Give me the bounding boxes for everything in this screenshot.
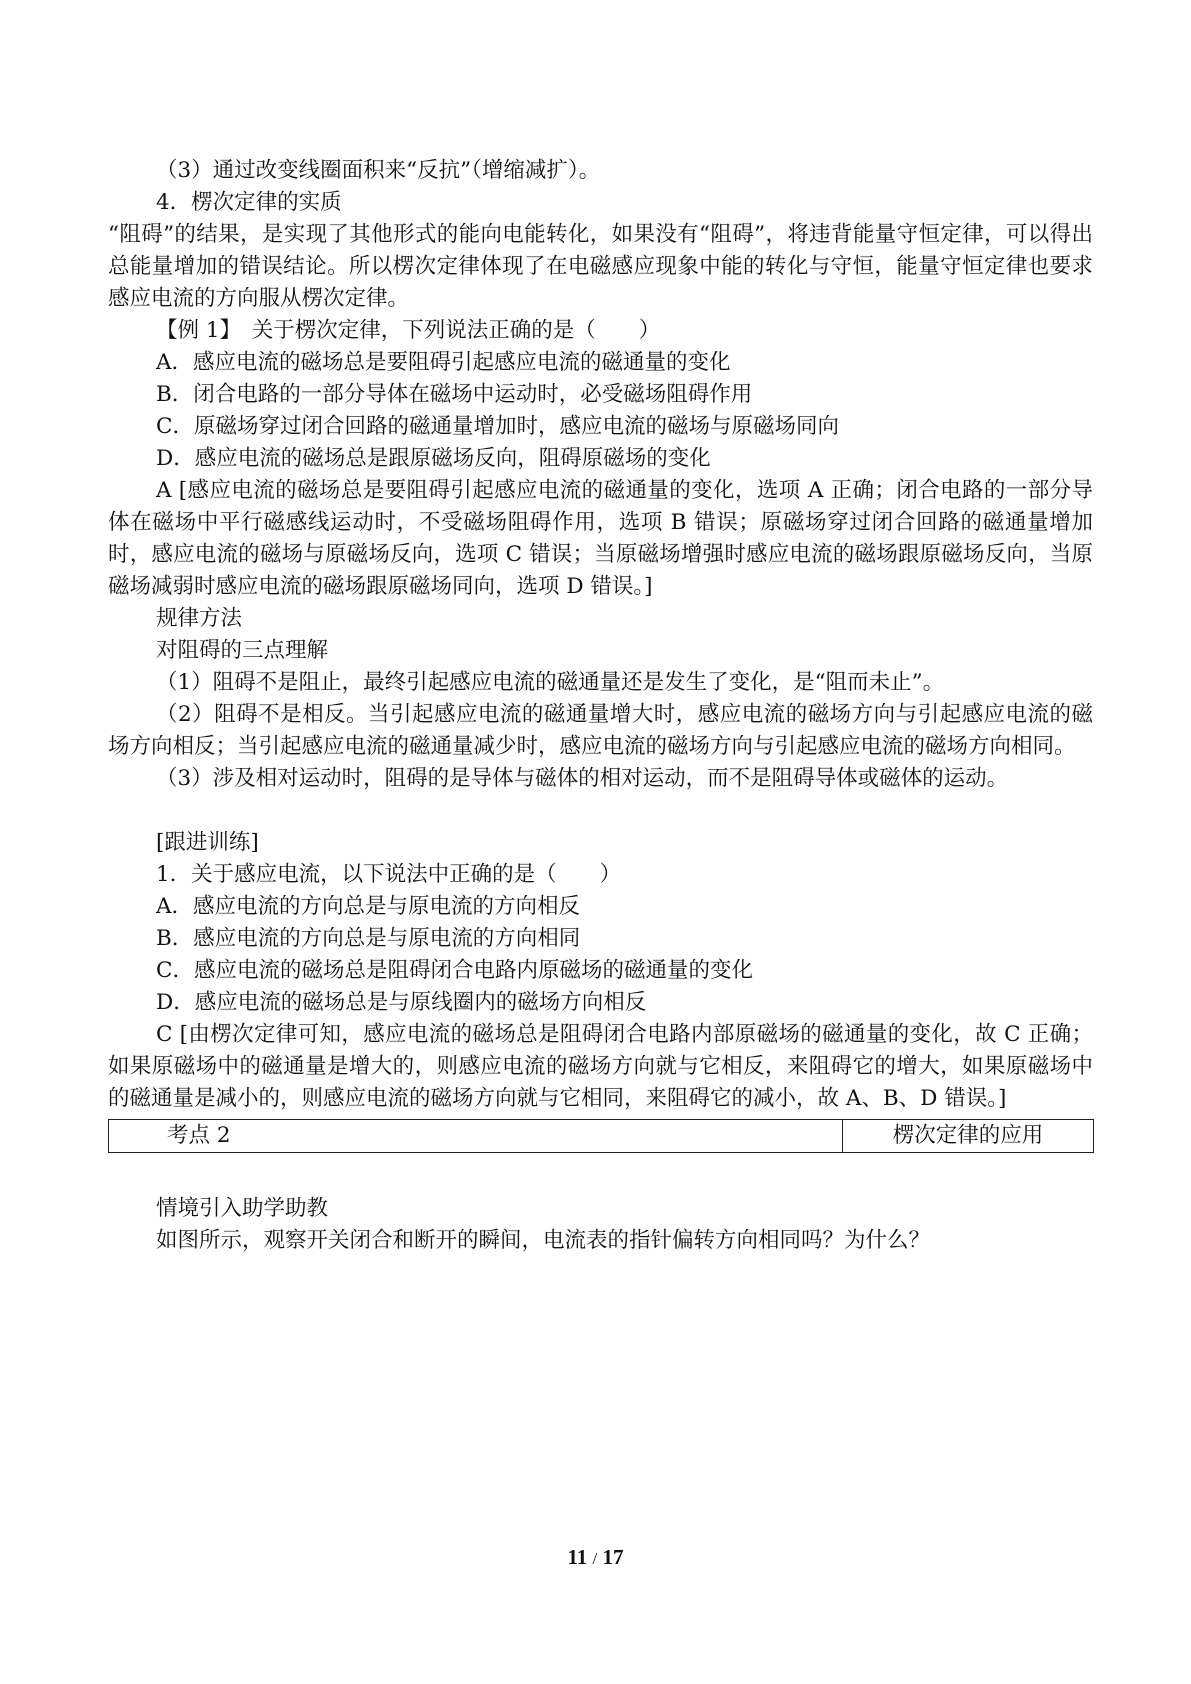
practice-option-a: A．感应电流的方向总是与原电流的方向相反 — [156, 894, 581, 919]
point-1: （1）阻碍不是阻止，最终引起感应电流的磁通量还是发生了变化，是“阻而未止”。 — [156, 670, 945, 695]
point-2: （2）阻碍不是相反。当引起感应电流的磁通量增大时，感应电流的磁场方向与引起感应电流的磁场方向相反；当引起感应电流的磁通量减少时，感应电流的磁场方向与引起感应电流的磁场方向相同。 — [108, 702, 1093, 759]
kaodian-title: 楞次定律的应用 — [843, 1120, 1094, 1153]
kaodian-number: 考点 2 — [109, 1120, 843, 1153]
page-separator: / — [592, 1549, 598, 1568]
paragraph: “阻碍”的结果，是实现了其他形式的能向电能转化，如果没有“阻碍”，将违背能量守恒定律，可以得出总能量增加的错误结论。所以楞次定律体现了在电磁感应现象中能的转化与守恒，能量守恒定律也要求感应电流的方向服从楞次定律。 — [108, 222, 1093, 311]
option-a: A．感应电流的磁场总是要阻碍引起感应电流的磁通量的变化 — [156, 350, 731, 375]
practice-option-c: C．感应电流的磁场总是阻碍闭合电路内原磁场的磁通量的变化 — [156, 958, 753, 983]
page-content — [108, 155, 1093, 1257]
page-current: 11 — [567, 1545, 588, 1569]
practice-answer: C [由楞次定律可知，感应电流的磁场总是阻碍闭合电路内部原磁场的磁通量的变化，故 C 正确；如果原磁场中的磁通量是增大的，则感应电流的磁场方向就与它相反，来阻碍它的增大，如果原磁场中的磁通量是减小的，则感应电流的磁场方向就与它相同，来阻碍它的减小，故 A、B、D 错误。] — [108, 1022, 1093, 1111]
scenario-heading: 情境引入助学助教 — [156, 1196, 329, 1221]
example-question: 【例 1】 关于楞次定律，下列说法正确的是（ ） — [156, 318, 661, 343]
practice-option-d: D．感应电流的磁场总是与原线圈内的磁场方向相反 — [156, 990, 647, 1015]
answer-explanation: A [感应电流的磁场总是要阻碍引起感应电流的磁通量的变化，选项 A 正确；闭合电路的一部分导体在磁场中平行磁感线运动时，不受磁场阻碍作用，选项 B 错误；原磁场穿过闭合回路的磁通量增加时，感应电流的磁场与原磁场反向，选项 C 错误；当原磁场增强时感应电流的磁场跟原磁场反向，当原磁场减弱时感应电流的磁场跟原磁场同向，选项 D 错误。] — [108, 478, 1093, 599]
page-number — [0, 1545, 1191, 1570]
method-subheading: 对阻碍的三点理解 — [156, 638, 329, 663]
option-b: B．闭合电路的一部分导体在磁场中运动时，必受磁场阻碍作用 — [156, 382, 753, 407]
practice-question: 1．关于感应电流，以下说法中正确的是（ ） — [156, 862, 622, 887]
option-c: C．原磁场穿过闭合回路的磁通量增加时，感应电流的磁场与原磁场同向 — [156, 414, 839, 439]
point-3: （3）涉及相对运动时，阻碍的是导体与磁体的相对运动，而不是阻碍导体或磁体的运动。 — [156, 766, 1009, 791]
text-line: （3）通过改变线圈面积来“反抗”（增缩减扩）。 — [156, 158, 601, 183]
practice-option-b: B．感应电流的方向总是与原电流的方向相同 — [156, 926, 581, 951]
practice-heading: [跟进训练] — [156, 830, 259, 855]
option-d: D．感应电流的磁场总是跟原磁场反向，阻碍原磁场的变化 — [156, 446, 711, 471]
kaodian-table — [108, 1119, 1094, 1153]
scenario-question: 如图所示，观察开关闭合和断开的瞬间，电流表的指针偏转方向相同吗？为什么？ — [156, 1228, 931, 1253]
page-total: 17 — [602, 1545, 624, 1569]
method-heading: 规律方法 — [156, 606, 243, 631]
section-heading: 4．楞次定律的实质 — [156, 190, 342, 215]
